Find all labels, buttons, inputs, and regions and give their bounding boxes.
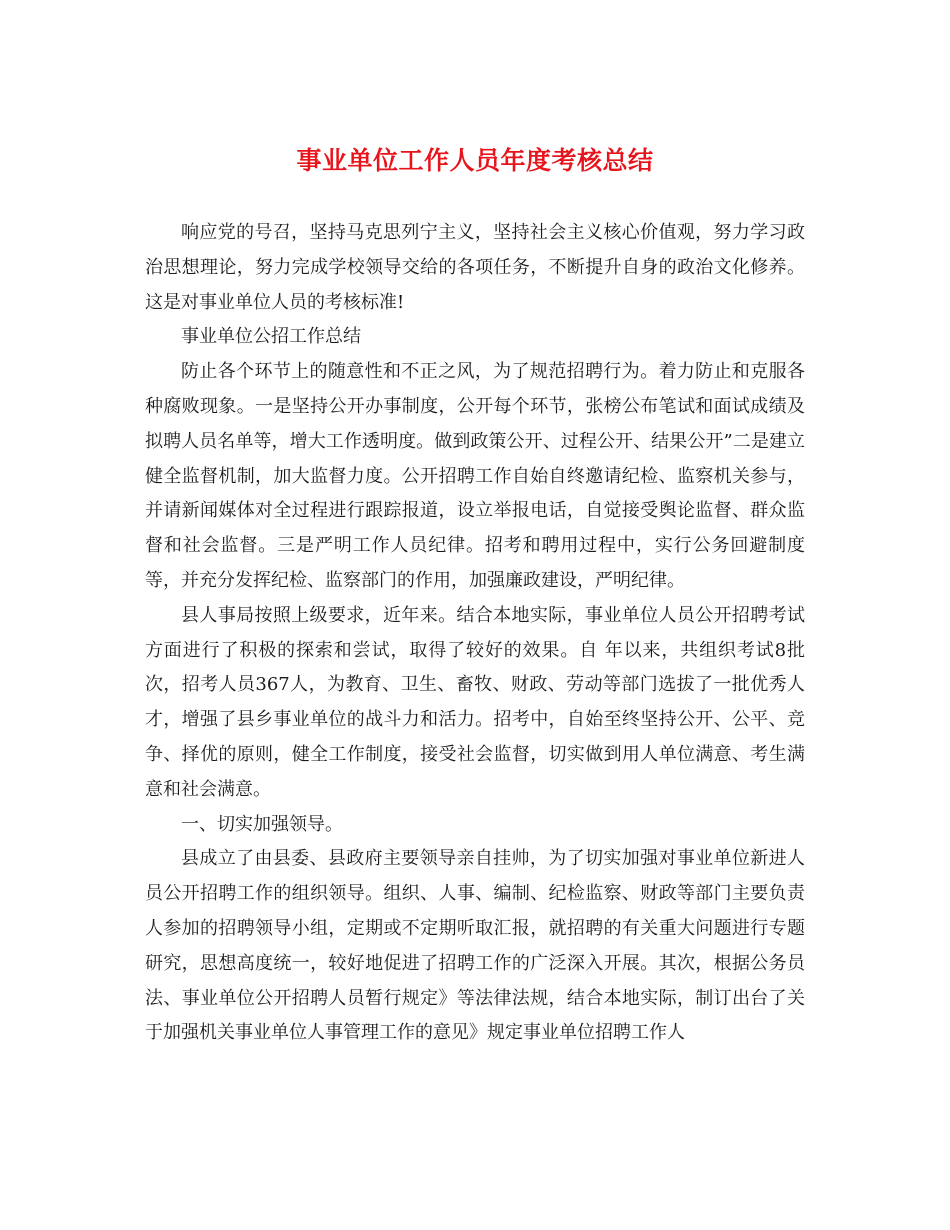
paragraph: 县成立了由县委、县政府主要领导亲自挂帅，为了切实加强对事业单位新进人员公开招聘工作的组织领导。组织、人事、编制、纪检监察、财政等部门主要负责人参加的招聘领导小组，定期或不定期听取汇报，就招聘的有关重大问题进行专题研究，思想高度统一，较好地促进了招聘工作的广泛深入开展。其次，根据公务员法、事业单位公开招聘人员暂行规定》等法律法规，结合本地实际，制订出台了关于加强机关事业单位人事管理工作的意见》规定事业单位招聘工作人	[145, 848, 805, 1044]
paragraph: 防止各个环节上的随意性和不正之风，为了规范招聘行为。着力防止和克服各种腐败现象。一是坚持公开办事制度，公开每个环节，张榜公布笔试和面试成绩及拟聘人员名单等，增大工作透明度。做到政策公开、过程公开、结果公开”二是建立健全监督机制，加大监督力度。公开招聘工作自始自终邀请纪检、监察机关参与，并请新闻媒体对全过程进行跟踪报道，设立举报电话，自觉接受舆论监督、群众监督和社会监督。三是严明工作人员纪律。招考和聘用过程中，实行公务回避制度等，并充分发挥纪检、监察部门的作用，加强廉政建设，严明纪律。	[145, 361, 805, 591]
paragraph: 一、切实加强领导。	[181, 813, 343, 835]
document-body	[145, 216, 805, 1051]
paragraph: 响应党的号召，坚持马克思列宁主义，坚持社会主义核心价值观，努力学习政治思想理论，努力完成学校领导交给的各项任务，不断提升自身的政治文化修养。这是对事业单位人员的考核标准!	[145, 222, 805, 313]
paragraph: 县人事局按照上级要求，近年来。结合本地实际，事业单位人员公开招聘考试方面进行了积极的探索和尝试，取得了较好的效果。自 年以来，共组织考试8批次，招考人员367人，为教育、卫生、畜牧、财政、劳动等部门选拔了一批优秀人才，增强了县乡事业单位的战斗力和活力。招考中，自始至终坚持公开、公平、竞争、择优的原则，健全工作制度，接受社会监督，切实做到用人单位满意、考生满意和社会满意。	[145, 604, 805, 800]
document-title: 事业单位工作人员年度考核总结	[296, 146, 654, 175]
paragraph: 事业单位公招工作总结	[181, 326, 361, 348]
